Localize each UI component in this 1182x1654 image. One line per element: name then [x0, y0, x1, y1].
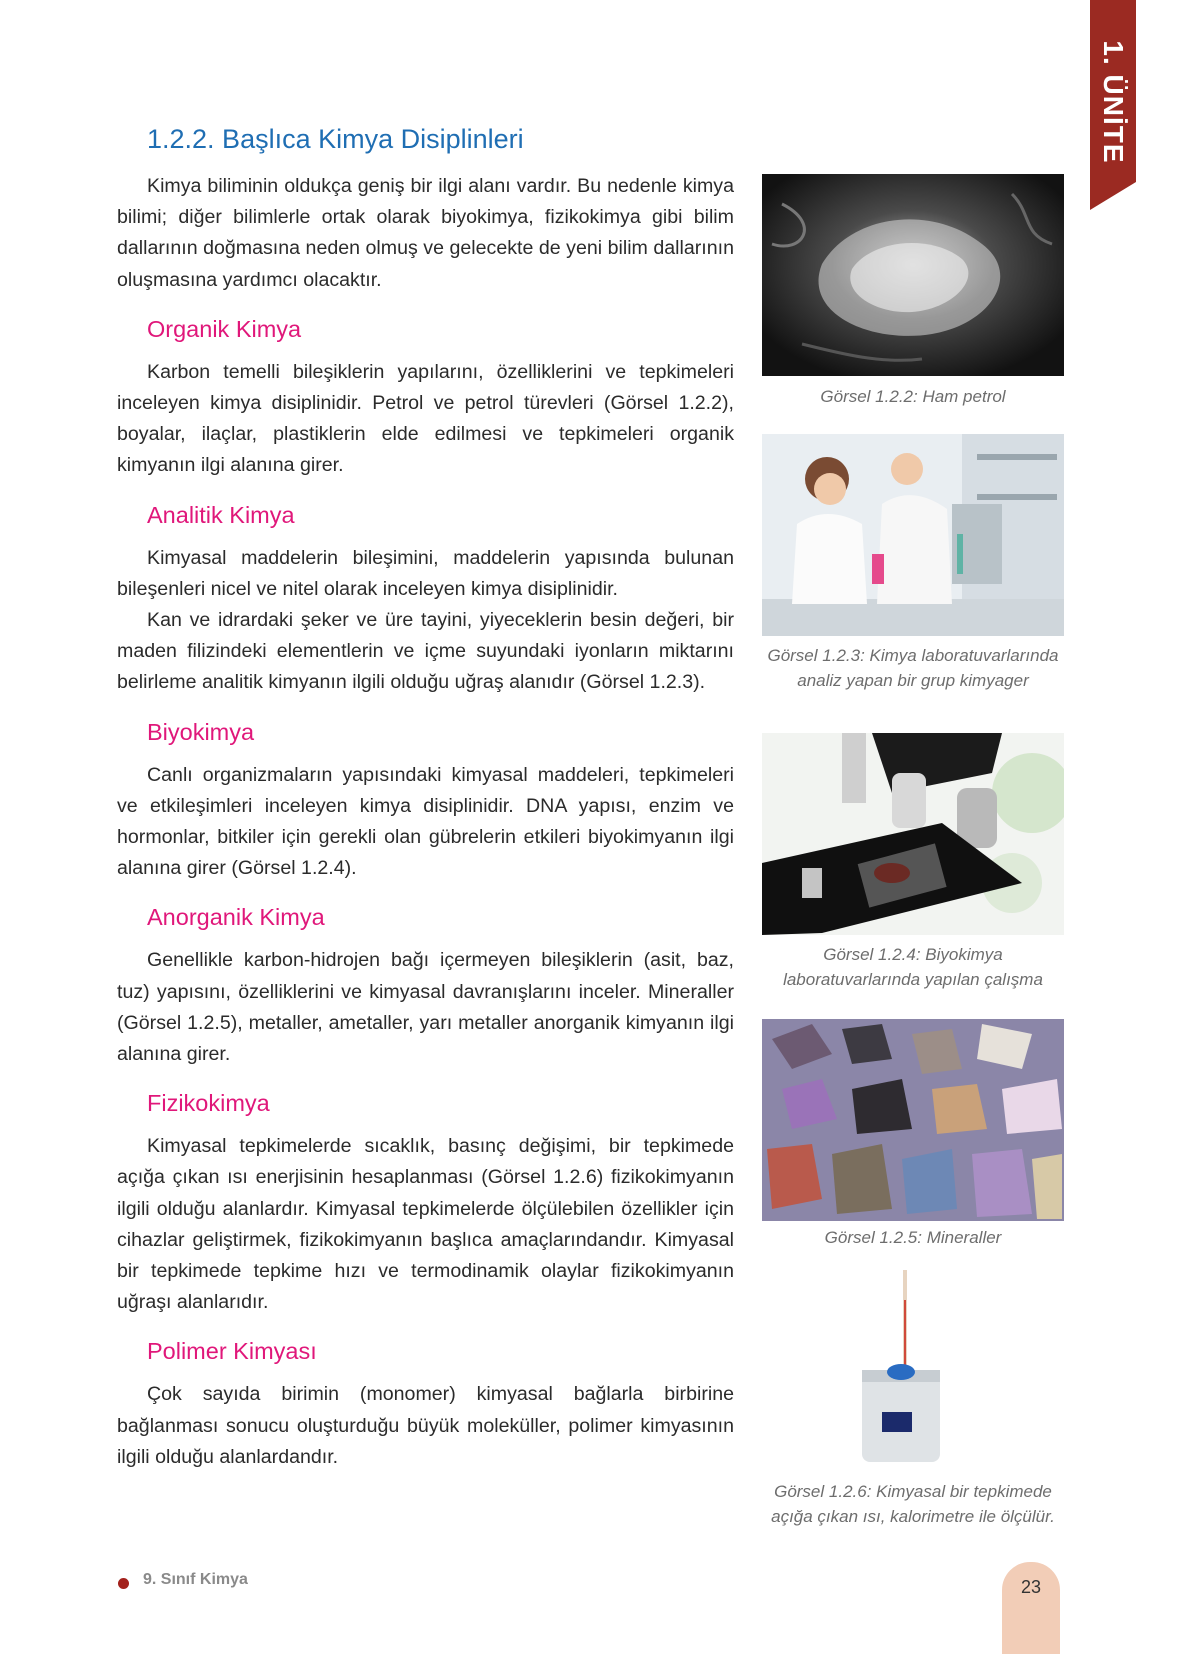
caption-fig-1-2-3: Görsel 1.2.3: Kimya laboratuvarlarında analiz yapan bir grup kimyager: [767, 646, 1059, 690]
caption-fig-1-2-4: Görsel 1.2.4: Biyokimya laboratuvarlarında yapılan çalışma: [783, 945, 1043, 989]
caption-fig-1-2-2: Görsel 1.2.2: Ham petrol: [820, 387, 1006, 406]
heading-anorganik-kimya: Anorganik Kimya: [147, 904, 325, 931]
heading-biyokimya: Biyokimya: [147, 718, 255, 745]
paragraph-analitik-kimya-2: Kan ve idrardaki şeker ve üre tayini, yiyeceklerin besin değeri, bir maden filizindeki elementlerin ve içme suyundaki iyonların miktarını belirleme analitik kimyanın ilgili olduğu uğraş alanıdır (Görsel 1.2.3).: [117, 609, 734, 694]
main-text-column: [117, 124, 734, 1473]
unit-tab-label: 1. ÜNİTE: [1098, 40, 1129, 164]
paragraph-analitik-kimya-1: Kimyasal maddelerin bileşimini, maddelerin yapısında bulunan bileşenleri nicel ve nitel olarak inceleyen kimya disiplinidir.: [117, 546, 734, 600]
heading-analitik-kimya: Analitik Kimya: [147, 501, 295, 528]
footer-bullet-icon: [118, 1578, 129, 1589]
page-number: 23: [1002, 1562, 1060, 1654]
paragraph-fizikokimya: Kimyasal tepkimelerde sıcaklık, basınç değişimi, bir tepkimede açığa çıkan ısı enerjisinin hesaplanması (Görsel 1.2.6) fizikokimyanın ilgili olduğu alanlardır. Kimyasal tepkimelerde ölçülebilen özellikler için cihazlar geliştirmek, fizikokimyanın başlıca amaçlarındandır. Kimyasal bir tepkimede tepkime hızı ve termodinamik olaylar fizikokimyanın uğraşı alanlarıdır.: [117, 1135, 734, 1314]
unit-tab: [1090, 0, 1136, 182]
intro-paragraph: Kimya biliminin oldukça geniş bir ilgi alanı vardır. Bu nedenle kimya bilimi; diğer bilimlerle ortak olarak biyokimya, fizikokimya gibi bilim dallarının doğmasına neden olmuş ve gelecekte de yeni bilim dallarının oluşmasına yardımcı olacaktır.: [117, 175, 734, 291]
calorimeter-image: [762, 1270, 1064, 1470]
caption-fig-1-2-5: Görsel 1.2.5: Mineraller: [824, 1228, 1002, 1247]
lab-scientists-image: [762, 434, 1064, 636]
footer-book-title: 9. Sınıf Kimya: [143, 1571, 248, 1588]
paragraph-polimer-kimyasi: Çok sayıda birimin (monomer) kimyasal bağlarla birbirine bağlanması sonucu oluşturduğu büyük moleküller, polimer kimyasının ilgili olduğu alanlardandır.: [117, 1383, 734, 1468]
minerals-image: [762, 1019, 1064, 1221]
microscope-image: [762, 733, 1064, 935]
heading-polimer-kimyasi: Polimer Kimyası: [147, 1338, 317, 1365]
paragraph-anorganik-kimya: Genellikle karbon-hidrojen bağı içermeyen bileşiklerin (asit, baz, tuz) yapısını, özelliklerini ve kimyasal davranışlarını inceler. Mineraller (Görsel 1.2.5), metaller, ametaller, yarı metaller anorganik kimyanın ilgi alanına girer.: [117, 949, 734, 1066]
heading-fizikokimya: Fizikokimya: [147, 1090, 270, 1117]
paragraph-biyokimya: Canlı organizmaların yapısındaki kimyasal maddeleri, tepkimeleri ve etkileşimleri inceleyen kimya disiplinidir. DNA yapısı, enzim ve hormonlar, bitkiler için gerekli olan gübrelerin etkileri biyokimyanın ilgi alanına girer (Görsel 1.2.4).: [117, 763, 734, 880]
heading-organik-kimya: Organik Kimya: [147, 315, 302, 342]
crude-oil-image: [762, 174, 1064, 376]
caption-fig-1-2-6: Görsel 1.2.6: Kimyasal bir tepkimede açığa çıkan ısı, kalorimetre ile ölçülür.: [771, 1482, 1055, 1526]
section-title: 1.2.2. Başlıca Kimya Disiplinleri: [147, 124, 524, 154]
paragraph-organik-kimya: Karbon temelli bileşiklerin yapılarını, özelliklerini ve tepkimeleri inceleyen kimya disiplinidir. Petrol ve petrol türevleri (Görsel 1.2.2), boyalar, ilaçlar, plastiklerin elde edilmesi ve tepkimeleri organik kimyanın ilgi alanına girer.: [117, 360, 734, 477]
